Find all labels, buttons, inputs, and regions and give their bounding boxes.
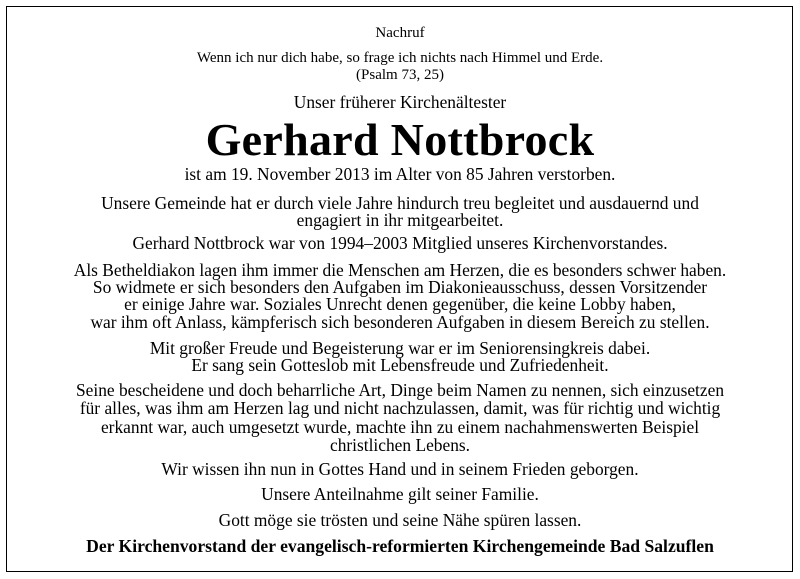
paragraph-line: christlichen Lebens. [329, 435, 471, 455]
paragraph-line: Unsere Anteilnahme gilt seiner Familie. [261, 484, 539, 504]
paragraph-line: erkannt war, auch umgesetzt wurde, machte ihn zu einem nachahmenswerten Beispiel [100, 417, 700, 437]
paragraph-line: Gerhard Nottbrock war von 1994–2003 Mitglied unseres Kirchenvorstandes. [132, 233, 668, 253]
paragraph-line: für alles, was ihm am Herzen lag und nicht nachzulassen, damit, was für richtig und wichtig [79, 398, 721, 418]
paragraph-line: war ihm oft Anlass, kämpferisch sich besonderen Aufgaben in diesem Bereich zu stellen. [90, 312, 710, 332]
paragraph-line: Gott möge sie trösten und seine Nähe spüren lassen. [218, 510, 582, 530]
paragraph-line: Wir wissen ihn nun in Gottes Hand und in seinem Frieden geborgen. [161, 459, 639, 479]
bible-verse: Wenn ich nur dich habe, so frage ich nichts nach Himmel und Erde. [196, 50, 604, 66]
paragraph-line: Seine bescheidene und doch beharrliche Art, Dinge beim Namen zu nennen, sich einzusetzen [75, 380, 725, 400]
death-notice: ist am 19. November 2013 im Alter von 85 Jahren verstorben. [184, 164, 616, 184]
paragraph-line: Mit großer Freude und Begeisterung war er im Seniorensingkreis dabei. [149, 338, 651, 358]
notice-heading: Nachruf [375, 25, 425, 41]
paragraph-line: engagiert in ihr mitgearbeitet. [296, 210, 504, 230]
paragraph-line: Er sang sein Gotteslob mit Lebensfreude und Zufriedenheit. [191, 355, 609, 375]
signature: Der Kirchenvorstand der evangelisch-reformierten Kirchengemeinde Bad Salzuflen [86, 536, 714, 556]
paragraph-line: So widmete er sich besonders den Aufgaben im Diakonieausschuss, dessen Vorsitzender [92, 277, 708, 297]
deceased-name: Gerhard Nottbrock [205, 114, 595, 165]
paragraph-line: Unsere Gemeinde hat er durch viele Jahre hindurch treu begleitet und ausdauernd und [101, 193, 699, 213]
bible-reference: (Psalm 73, 25) [356, 67, 444, 83]
paragraph-line: er einige Jahre war. Soziales Unrecht denen gegenüber, die keine Lobby haben, [124, 294, 676, 314]
paragraph-line: Als Betheldiakon lagen ihm immer die Menschen am Herzen, die es besonders schwer haben. [73, 260, 727, 280]
deceased-role: Unser früherer Kirchenältester [293, 92, 507, 112]
